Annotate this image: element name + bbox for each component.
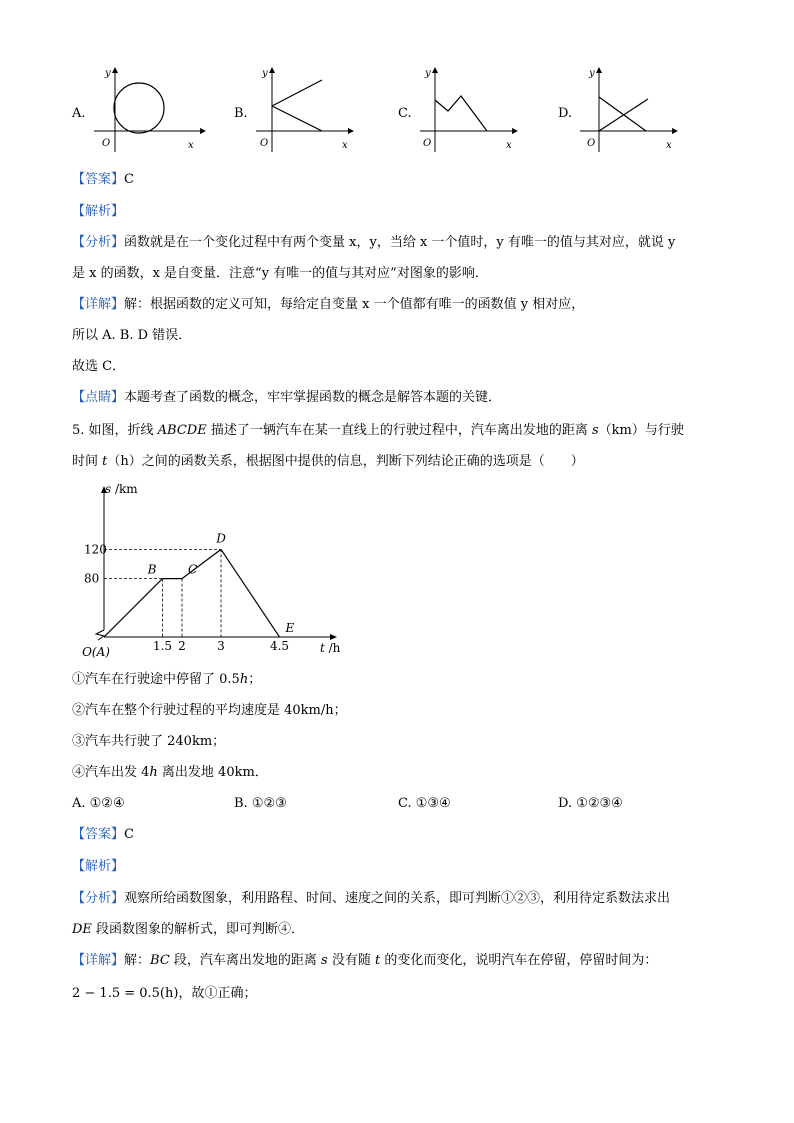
origin-label: O	[260, 138, 269, 149]
point-label: O(A)	[82, 645, 110, 659]
q4-xiangjie-line-2: 所以 A. B. D 错误．	[72, 328, 192, 343]
y-axis-label: y	[425, 68, 431, 79]
graph-polyline	[414, 64, 524, 156]
q5-stem-line-1	[72, 423, 684, 439]
statement-4	[72, 765, 268, 781]
answer-value: C	[124, 827, 134, 842]
xiangjie-tag: 【详解】	[72, 297, 125, 312]
q4-xiangjie-line-3: 故选 C．	[72, 359, 126, 374]
graph-v-lines	[250, 64, 360, 156]
option-letter: B.	[234, 106, 248, 121]
statement-text: ②汽车在整个行驶过程的平均速度是 40km/h；	[72, 703, 347, 718]
statement-text: ③汽车共行驶了 240km；	[72, 734, 226, 749]
y-axis-label: y	[262, 68, 268, 79]
x-axis-label: x	[666, 140, 672, 151]
analysis-tag: 【解析】	[72, 204, 125, 219]
option-letter: C.	[398, 106, 412, 121]
xiangjie-text: 解：	[124, 953, 151, 968]
x-axis-arrow	[330, 634, 337, 640]
stem-text: （km）与行驶	[598, 423, 684, 438]
statement-2	[72, 703, 347, 719]
q5-analysis-heading	[72, 859, 124, 875]
answer-value: C	[124, 172, 134, 187]
q4-answer-line	[72, 172, 134, 188]
statement-text: 离出发地 40km．	[157, 765, 268, 780]
statement-text: ④汽车出发 4	[72, 765, 150, 780]
origin-label: O	[423, 138, 432, 149]
stem-text: 描述了一辆汽车在某一直线上的行驶过程中，汽车离出发地的距离	[206, 423, 592, 438]
option-letter: A.	[72, 106, 86, 121]
xiangjie-text: ，故①正确；	[178, 986, 257, 1001]
dianjing-text: 本题考查了函数的概念，牢牢掌握函数的概念是解答本题的关键．	[124, 390, 502, 405]
origin-label: O	[102, 138, 111, 149]
distance-time-chart	[80, 478, 360, 663]
y-axis-label: y	[589, 68, 595, 79]
stem-text: （h）之间的函数关系，根据图中提供的信息，判断下列结论正确的选项是（ ）	[107, 454, 584, 469]
fenxi-text: 函数就是在一个变化过程中有两个变量 x，y，当给 x 一个值时，y 有唯一的值与其对应，就说 y	[124, 235, 676, 250]
q5-stem-line-2	[72, 454, 584, 470]
stem-text: 时间	[72, 454, 103, 469]
statement-3	[72, 734, 225, 750]
point-label: B	[147, 562, 157, 577]
fenxi-tag: 【分析】	[72, 235, 125, 250]
graph-crossing-lines	[574, 64, 684, 156]
equation: 2 − 1.5 = 0.5(h)	[72, 986, 179, 1001]
graph-circle	[88, 64, 208, 156]
dianjing-tag: 【点睛】	[72, 390, 125, 405]
polyline-segment	[221, 549, 280, 637]
q4-fenxi-line-2: 是 x 的函数，x 是自变量．注意“y 有唯一的值与其对应”对图象的影响．	[72, 266, 488, 281]
option-letter: D.	[558, 106, 573, 121]
q4-dianjing-line	[72, 390, 501, 406]
statement-var: h	[149, 765, 158, 780]
option-b: B. ①②③	[234, 796, 287, 811]
stem-text: 5. 如图，折线	[72, 423, 158, 438]
y-axis-title: s /km	[105, 482, 138, 496]
answer-tag: 【答案】	[72, 172, 125, 187]
analysis-tag: 【解析】	[72, 859, 125, 874]
stem-var: s	[591, 423, 599, 438]
statement-text: ；	[248, 672, 262, 687]
option-d: D. ①②③④	[558, 796, 623, 811]
fenxi-var: DE	[72, 922, 92, 937]
point-label: C	[188, 562, 198, 577]
x-axis-label: x	[342, 140, 348, 151]
option-c: C. ①③④	[398, 796, 451, 811]
x-axis-label: x	[506, 140, 512, 151]
xiangjie-var: s	[321, 953, 328, 968]
fenxi-text: 段函数图象的解析式，即可判断④．	[91, 922, 305, 937]
q5-fenxi-line-1	[72, 891, 670, 907]
x-tick-label: 3	[217, 639, 225, 653]
statement-var: h	[239, 672, 249, 687]
q5-xiangjie-line-1	[72, 953, 657, 969]
origin-label: O	[587, 138, 596, 149]
q5-answer-line	[72, 827, 134, 843]
xiangjie-var: BC	[150, 953, 170, 968]
point-label: E	[285, 621, 295, 635]
polyline-segment	[104, 579, 163, 637]
xiangjie-tag: 【详解】	[72, 953, 125, 968]
y-axis-label: y	[105, 68, 111, 79]
x-tick-label: 4.5	[269, 639, 290, 653]
stem-var: t	[102, 454, 108, 469]
y-tick-label: 120	[84, 542, 107, 557]
x-axis-title: t /h	[320, 641, 341, 655]
xiangjie-text: 段，汽车离出发地的距离	[169, 953, 322, 968]
x-tick-label: 2	[178, 639, 186, 653]
axis-break-mark	[96, 630, 104, 640]
xiangjie-text: 的变化而变化，说明汽车在停留，停留时间为：	[380, 953, 658, 968]
q4-analysis-heading	[72, 204, 124, 220]
xiangjie-var: t	[374, 953, 381, 968]
stem-var: ABCDE	[157, 423, 207, 438]
x-axis-label: x	[188, 140, 194, 151]
q5-fenxi-line-2	[72, 922, 304, 938]
y-tick-label: 80	[84, 571, 100, 586]
option-a: A. ①②④	[72, 796, 125, 811]
xiangjie-text: 没有随	[327, 953, 375, 968]
xiangjie-text: 解：根据函数的定义可知，每给定自变量 x 一个值都有唯一的函数值 y 相对应，	[124, 297, 585, 312]
statement-1	[72, 672, 261, 688]
point-label: D	[216, 531, 226, 546]
statement-text: ①汽车在行驶途中停留了 0.5	[72, 672, 240, 687]
x-tick-label: 1.5	[152, 639, 173, 653]
fenxi-tag: 【分析】	[72, 891, 125, 906]
q4-xiangjie-line-1	[72, 297, 584, 313]
answer-tag: 【答案】	[72, 827, 125, 842]
q4-fenxi-line-1	[72, 235, 675, 251]
fenxi-text: 观察所给函数图象，利用路程、时间、速度之间的关系，即可判断①②③，利用待定系数法求出	[124, 891, 671, 906]
q5-xiangjie-line-2	[72, 986, 256, 1002]
